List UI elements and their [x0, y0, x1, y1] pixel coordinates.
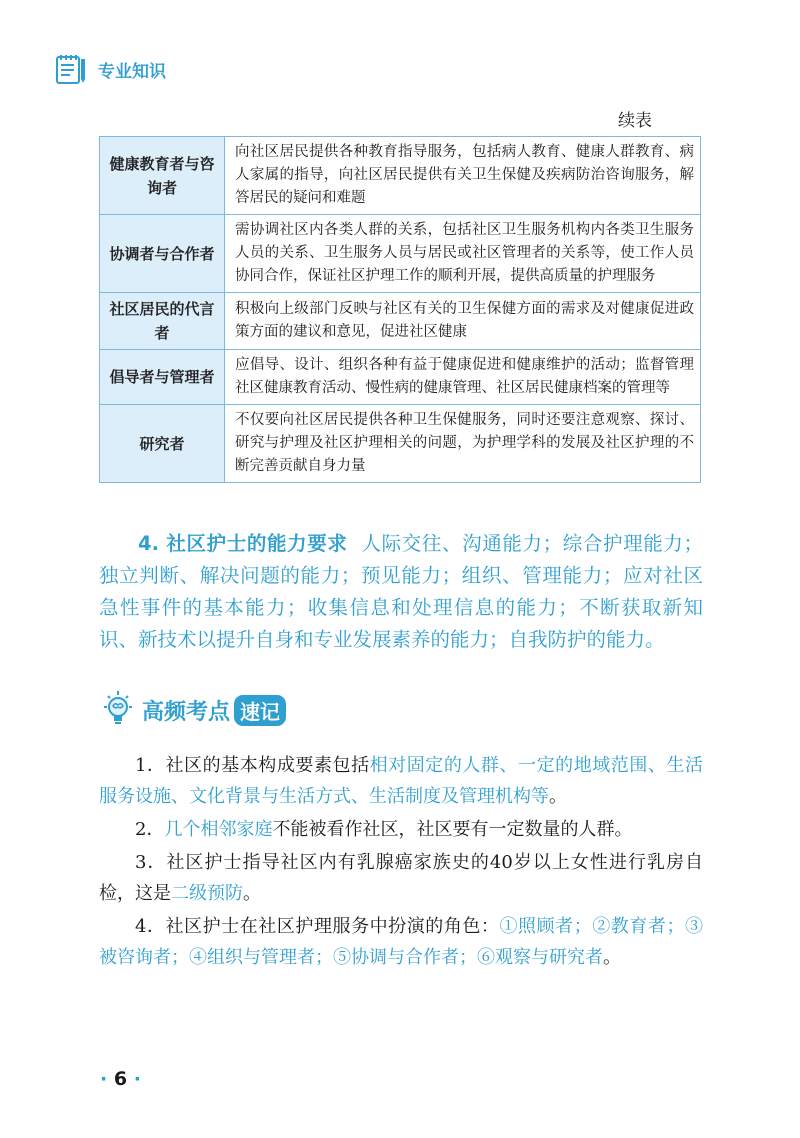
point-text: 。	[603, 947, 621, 968]
key-point	[99, 814, 703, 845]
table-row	[100, 350, 701, 405]
point-text: 4．社区护士在社区护理服务中扮演的角色：	[135, 916, 500, 937]
section-title: 专业知识	[98, 61, 166, 82]
role-cell: 研究者	[100, 405, 225, 483]
highlighted-text: ①照顾者；②教育者；③被咨询者；④组织与管理者；⑤协调与合作者；⑥观察与研究者	[99, 916, 703, 968]
key-points-banner	[96, 688, 286, 732]
page-header	[54, 52, 166, 86]
role-cell: 倡导者与管理者	[100, 350, 225, 405]
highlighted-text: 几个相邻家庭	[164, 819, 273, 840]
key-points-list	[99, 750, 703, 975]
notebook-pencil-icon	[54, 52, 88, 86]
table-row	[100, 405, 701, 483]
table-continued-label: 续表	[618, 111, 652, 131]
description-cell: 需协调社区内各类人群的关系，包括社区卫生服务机构内各类卫生服务人员的关系、卫生服务人员与居民或社区管理者的关系等，使工作人员协同合作，保证社区护理工作的顺利开展，提供高质量的护理服务	[225, 215, 701, 293]
point-text: 2．	[135, 819, 165, 840]
point-text: 。	[243, 883, 261, 904]
table-row	[100, 215, 701, 293]
key-point	[99, 750, 703, 812]
banner-badge: 速记	[234, 695, 286, 726]
point-text: 1．社区的基本构成要素包括	[135, 755, 370, 776]
point-text: 不能被看作社区，社区要有一定数量的人群。	[272, 819, 633, 840]
roles-table	[99, 136, 701, 483]
banner-title: 高频考点	[142, 699, 231, 725]
section-4-body: 人际交往、沟通能力；综合护理能力；独立判断、解决问题的能力；预见能力；组织、管理能力；应对社区急性事件的基本能力；收集信息和处理信息的能力；不断获取新知识、新技术以提升自身和专业发展素养的能力；自我防护的能力。	[99, 532, 703, 651]
description-cell: 向社区居民提供各种教育指导服务，包括病人教育、健康人群教育、病人家属的指导，向社区居民提供有关卫生保健及疾病防治咨询服务，解答居民的疑问和难题	[225, 137, 701, 215]
page-number: · 6 ·	[100, 1068, 141, 1090]
highlighted-text: 二级预防	[171, 883, 243, 904]
role-cell: 健康教育者与咨询者	[100, 137, 225, 215]
lightbulb-brain-icon	[96, 688, 140, 732]
point-text: 。	[549, 786, 567, 807]
description-cell: 应倡导、设计、组织各种有益于健康促进和健康维护的活动；监督管理社区健康教育活动、慢性病的健康管理、社区居民健康档案的管理等	[225, 350, 701, 405]
key-point	[99, 847, 703, 909]
description-cell: 积极向上级部门反映与社区有关的卫生保健方面的需求及对健康促进政策方面的建议和意见，促进社区健康	[225, 293, 701, 350]
description-cell: 不仅要向社区居民提供各种卫生保健服务，同时还要注意观察、探讨、研究与护理及社区护理相关的问题，为护理学科的发展及社区护理的不断完善贡献自身力量	[225, 405, 701, 483]
role-cell: 社区居民的代言者	[100, 293, 225, 350]
section-4-paragraph	[99, 528, 703, 656]
role-cell: 协调者与合作者	[100, 215, 225, 293]
table-row	[100, 293, 701, 350]
page-number-value: 6	[113, 1068, 128, 1090]
key-point	[99, 911, 703, 973]
section-4-heading: 4. 社区护士的能力要求	[138, 532, 348, 555]
point-text: 3．社区护士指导社区内有乳腺癌家族史的40岁以上女性进行乳房自检，这是	[99, 852, 703, 904]
table-row	[100, 137, 701, 215]
highlighted-text: 相对固定的人群、一定的地域范围、生活服务设施、文化背景与生活方式、生活制度及管理机构等	[99, 755, 703, 807]
